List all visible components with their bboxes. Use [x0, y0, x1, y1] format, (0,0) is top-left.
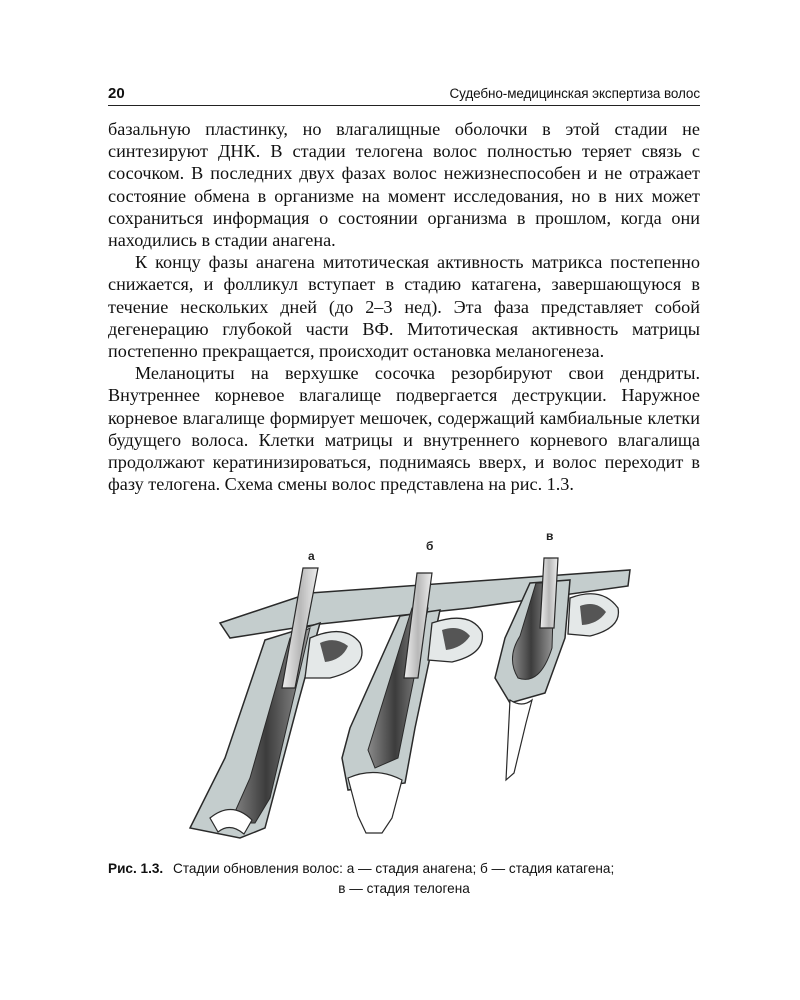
body-text	[108, 118, 700, 495]
label-a: а	[308, 549, 315, 563]
hair-follicle-illustration	[170, 528, 650, 848]
label-b: б	[426, 539, 434, 553]
caption-line-2: в — стадия телогена	[338, 881, 470, 896]
running-title: Судебно-медицинская экспертиза волос	[449, 86, 700, 101]
caption-number: Рис. 1.3.	[108, 861, 164, 876]
page-number: 20	[108, 85, 125, 102]
figure-caption	[108, 859, 700, 899]
page-header	[108, 83, 700, 106]
label-v: в	[546, 529, 554, 543]
caption-line-1: Стадии обновления волос: а — стадия анагена; б — стадия катагена;	[173, 861, 615, 876]
paragraph-3: Меланоциты на верхушке сосочка резорбируют свои дендриты. Внутреннее корневое влагалище подвергается деструкции. Наружное корневое влагалище формирует мешочек, содержащий камбиальные клетки будущего волоса. Клетки матрицы и внутреннего корневого влагалища продолжают кератинизироваться, поднимаясь вверх, и волос переходит в фазу телогена. Схема смены волос представлена на рис. 1.3.	[108, 363, 700, 495]
hair-cycle-figure	[170, 528, 650, 848]
paragraph-2: К концу фазы анагена митотическая активность матрикса постепенно снижается, и фолликул вступает в стадию катагена, завершающуюся в течение нескольких дней (до 2–3 нед). Эта фаза представляет собой дегенерацию глубокой части ВФ. Митотическая активность матрицы постепенно прекращается, происходит остановка меланогенеза.	[108, 252, 700, 362]
paragraph-1: базальную пластинку, но влагалищные оболочки в этой стадии не синтезируют ДНК. В стадии телогена волос полностью теряет связь с сосочком. В последних двух фазах волос нежизнеспособен и не отражает состояние обмена в организме на момент исследования, но в них может сохраниться информация о состоянии организма в прошлом, когда они находились в стадии анагена.	[108, 119, 700, 251]
